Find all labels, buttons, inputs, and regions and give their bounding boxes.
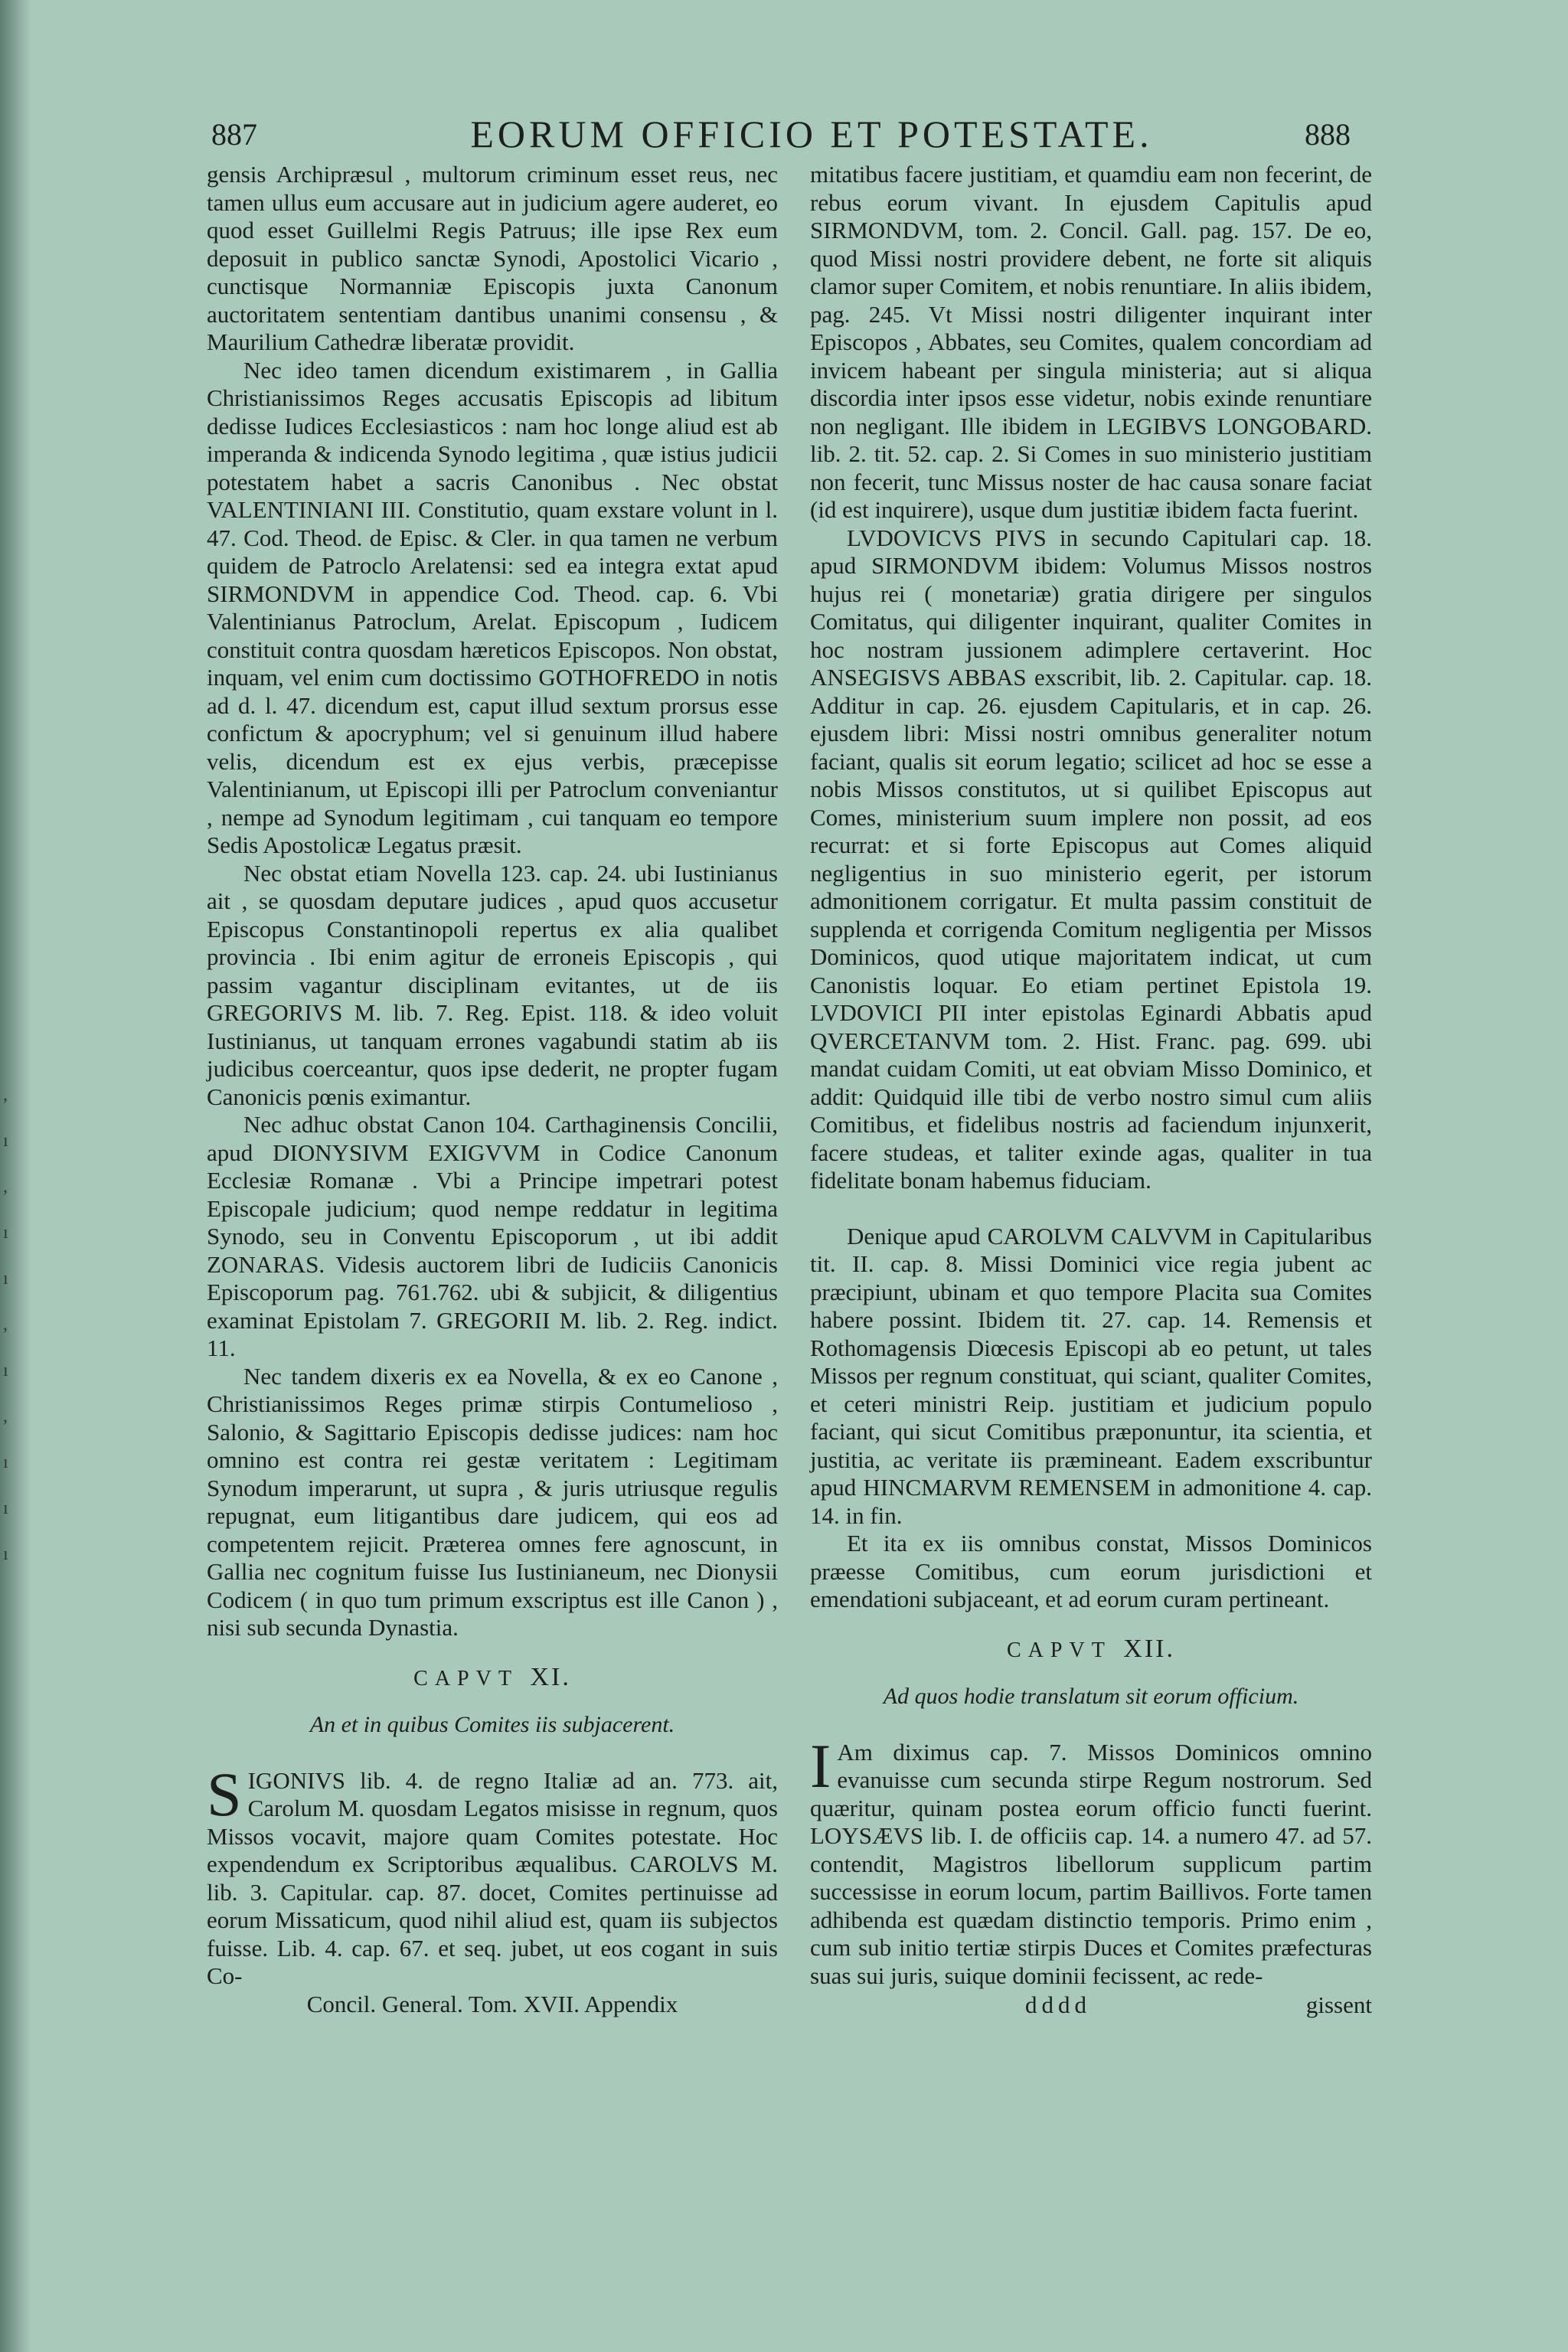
drop-cap: S [207,1759,242,1829]
paragraph: Nec obstat etiam Novella 123. cap. 24. ubi Iustinianus ait , se quosdam deputare judices , apud quos accusetur Episcopus Constantinopoli repertus ex alia qualibet provincia . Ibi enim agitur de erroneis Episcopis , qui passim vagantur disciplinam evitantes, ut de iis GREGORIVS M. lib. 7. Reg. Epist. 118. & ideo voluit Iustinianus, ut tanquam errones vagabundi statim ab iis judicibus coerceantur, quos ipse dederit, ne propter fugam Canonicis pœnis eximantur. [207,859,778,1110]
margin-mark: ı [3,1361,8,1380]
margin-mark: , [3,1177,8,1197]
chapter-title: An et in quibus Comites iis subjacerent. [309,1712,675,1737]
margin-mark: ı [3,1544,8,1564]
footer-note: Concil. General. Tom. XVII. Appendix [306,1990,678,2017]
chapter-number: XII. [1123,1634,1175,1663]
chapter-label: CAPVT [1007,1638,1112,1662]
chapter-heading [810,1635,1372,1665]
margin-mark: ı [3,1452,8,1472]
margin-mark: ı [3,1498,8,1518]
margin-mark: , [3,1315,8,1334]
paragraph: LVDOVICVS PIVS in secundo Capitulari cap. 18. apud SIRMONDVM ibidem: Volumus Missos nostros hujus rei ( monetariæ) gratia dirigere per singulos Comitatus, qui diligenter inquirant, qualiter Comites in hoc nostram jussionem adimplere certaverint. Hoc ANSEGISVS ABBAS exscribit, lib. 2. Capitular. cap. 18. Additur in cap. 26. ejusdem Capitularis, et in cap. 26. ejusdem libri: Missi nostri omnibus generaliter notum faciant, qualis sit eorum legatio; scilicet ad hoc se esse a nobis Missos constitutos, ut si quilibet Episcopus aut Comes, ministerium suum implere non possit, ad eos recurrat: et si forte Episcopus aut Comes aliquid negligentius in suo ministerio egerit, per istorum admonitionem corrigatur. Et multa passim constituit de supplenda et corrigenda Comitum negligentia per Missos Dominicos, quod utique majoritatem indicat, ut cum Canonistis loquar. Eo etiam pertinet Epistola 19. LVDOVICI PII inter epistolas Eginardi Abbatis apud QVERCETANVM tom. 2. Hist. Franc. pag. 699. ubi mandat cuidam Comiti, ut eat obviam Misso Dominico, et addit: Quidquid ille tibi de verbo nostro simul cum aliis Comitibus, et fidelibus nostris ad faciendum injunxerit, facere studeas, et taliter exinde agas, qualiter in tua fidelitate bonam habemus fiduciam. [810,524,1372,1194]
page-number-left: 887 [211,117,257,152]
signature-mark: dddd [1024,1991,1091,2018]
signature-line [810,1991,1372,2020]
paragraph: gensis Archipræsul , multorum criminum esset reus, nec tamen ullus eum accusare aut in judicium agere auderet, eo quod esset Guillelmi Regis Patruus; ille ipse Rex eum deposuit in publico sanctæ Synodi, Apostolici Vicario , cunctisque Normanniæ Episcopis juxta Canonum auctoritatem sententiam dantibus unanimi consensu , & Maurilium Cathedræ liberatæ providit. [207,161,778,355]
left-column [207,161,778,2018]
margin-mark: , [3,1406,8,1426]
paragraph: mitatibus facere justitiam, et quamdiu eam non fecerint, de rebus eorum vivant. In ejusdem Capitulis apud SIRMONDVM, tom. 2. Concil. Gall. pag. 157. De eo, quod Missi nostri providere debent, ne forte sit aliquis clamor super Comitem, et nobis renuntiare. In aliis ibidem, pag. 245. Vt Missi nostri diligenter inquirant inter Episcopos , Abbates, seu Comites, qualem concordiam ad invicem habeant per singula ministeria; aut si aliqua discordia inter ipsos esse videtur, nobis exinde renuntiare non negligant. Ille ibidem in LEGIBVS LONGOBARD. lib. 2. tit. 52. cap. 2. Si Comes in suo ministerio justitiam non fecerit, tunc Missus noster de hac causa sonare faciat (id est inquirere), usque dum justitiæ ibidem facta fuerint. [810,161,1372,523]
chapter-opening-paragraph [207,1759,778,1991]
paragraph: Et ita ex iis omnibus constat, Missos Dominicos præesse Comitibus, cum eorum jurisdictioni et emendationi subjaceant, et ad eorum curam pertineant. [810,1530,1372,1612]
drop-cap: I [810,1730,831,1801]
chapter-label: CAPVT [413,1666,518,1690]
running-title: EORUM OFFICIO ET POTESTATE. [470,113,1153,155]
paragraph-gap [810,1195,1372,1223]
paragraph: Nec adhuc obstat Canon 104. Carthaginensis Concilii, apud DIONYSIVM EXIGVVM in Codice Canonum Ecclesiæ Romanæ . Vbi a Principe impetrari potest Episcopale judicium; quod nempe reddatur in legitima Synodo, seu in Conventu Episcoporum , ut ibi addit ZONARAS. Videsis auctorem libri de Iudiciis Canonicis Episcoporum pag. 761.762. ubi & subjicit, & diligentius examinat Epistolam 7. GREGORII M. lib. 2. Reg. indict. 11. [207,1111,778,1361]
margin-marks [3,1072,18,2220]
paragraph: Denique apud CAROLVM CALVVM in Capitularibus tit. II. cap. 8. Missi Dominici vice regia jubent ac præcipiunt, ubinam et quo tempore Placita sua Comites habere possint. Ibidem tit. 27. cap. 14. Remensis et Rothomagensis Diœcesis Episcopi ab eo petunt, ut tales Missos per regnum constituat, qui sciant, qualiter Comites, et ceteri ministri Reip. justitiam et judicium populo faciant, qui sicut Comitibus præponuntur, ita scientia, et justitia, ac veritate iis præmineant. Eadem exscribuntur apud HINCMARVM REMENSEM in admonitione 4. cap. 14. in fin. [810,1222,1372,1529]
right-column [810,161,1372,2020]
paragraph-text: Am diximus cap. 7. Missos Dominicos omnino evanuisse cum secunda stirpe Regum nostrorum. Sed quæritur, quinam postea eorum officio functi fuerint. LOYSÆVS lib. I. de officiis cap. 14. a numero 47. ad 57. contendit, Magistros libellorum supplicum partim successisse in eorum locum, partim Baillivos. Forte tamen adhibenda est quædam distinctio temporis. Primo enim , cum sub initio tertiæ stirpis Duces et Comites præfecturas suas sui juris, suique dominii fecissent, ac rede- [810,1738,1372,1989]
margin-mark: , [3,1085,8,1105]
page-number-right: 888 [1305,117,1351,152]
margin-mark: ı [3,1223,8,1243]
chapter-opening-paragraph [810,1730,1372,1991]
paragraph: Nec ideo tamen dicendum existimarem , in Gallia Christianissimos Reges accusatis Episcopis ad libitum dedisse Iudices Ecclesiasticos : nam hoc longe aliud est ab imperanda & indicenda Synodo legitima , quæ istius judicii potestatem habet a sacris Canonibus . Nec obstat VALENTINIANI III. Constitutio, quam exstare volunt in l. 47. Cod. Theod. de Episc. & Cler. in qua tamen ne verbum quidem de Patroclo Arelatensi: sed ea integra extat apud SIRMONDVM in appendice Cod. Theod. cap. 6. Vbi Valentinianus Patroclum, Arelat. Episcopum , Iudicem constituit contra quosdam hæreticos Episcopos. Non obstat, inquam, vel enim cum doctissimo GOTHOFREDO in notis ad d. l. 47. dicendum est, caput illud sextum prorsus esse confictum & apocryphum; vel si genuinum illud habere velis, dicendum est ex ejus verbis, præcepisse Valentinianum, ut Episcopi illi per Patroclum conveniantur , nempe ad Synodum legitimam , cui tanquam eo tempore Sedis Apostolicæ Legatus præsit. [207,356,778,858]
paragraph: Nec tandem dixeris ex ea Novella, & ex eo Canone , Christianissimos Reges primæ stirpis Contumelioso , Salonio, & Sagittario Episcopis dedisse judices: nam hoc omnino est contra rei gestæ veritatem : Legitimam Synodum imperarunt, ut supra , & juris utriusque regulis repugnat, eum litigantibus dare judicem, qui eos ad competentem rejicit. Præterea omnes fere agnoscunt, in Gallia nec cognitum fuisse Ius Iustinianeum, nec Dionysii Codicem ( in quo tum primum exscriptus est ille Canon ) , nisi sub secunda Dynastia. [207,1362,778,1641]
paragraph-text: IGONIVS lib. 4. de regno Italiæ ad an. 773. ait, Carolum M. quosdam Legatos misisse in regnum, quos Missos vocavit, majore quam Comites potestate. Hoc expendendum ex Scriptoribus æqualibus. CAROLVS M. lib. 3. Capitular. cap. 87. docet, Comites pertinuisse ad eorum Missaticum, quod nihil aliud est, quam iis subjectos fuisse. Lib. 4. cap. 67. et seq. jubet, ut eos cogant in suis Co- [207,1766,778,1989]
catchword: gissent [1305,1991,1372,2018]
margin-mark: ı [3,1131,8,1151]
chapter-heading [207,1664,778,1694]
chapter-title: Ad quos hodie translatum sit eorum officium. [883,1684,1299,1709]
margin-mark: ı [3,1269,8,1289]
chapter-number: XI. [530,1662,571,1691]
